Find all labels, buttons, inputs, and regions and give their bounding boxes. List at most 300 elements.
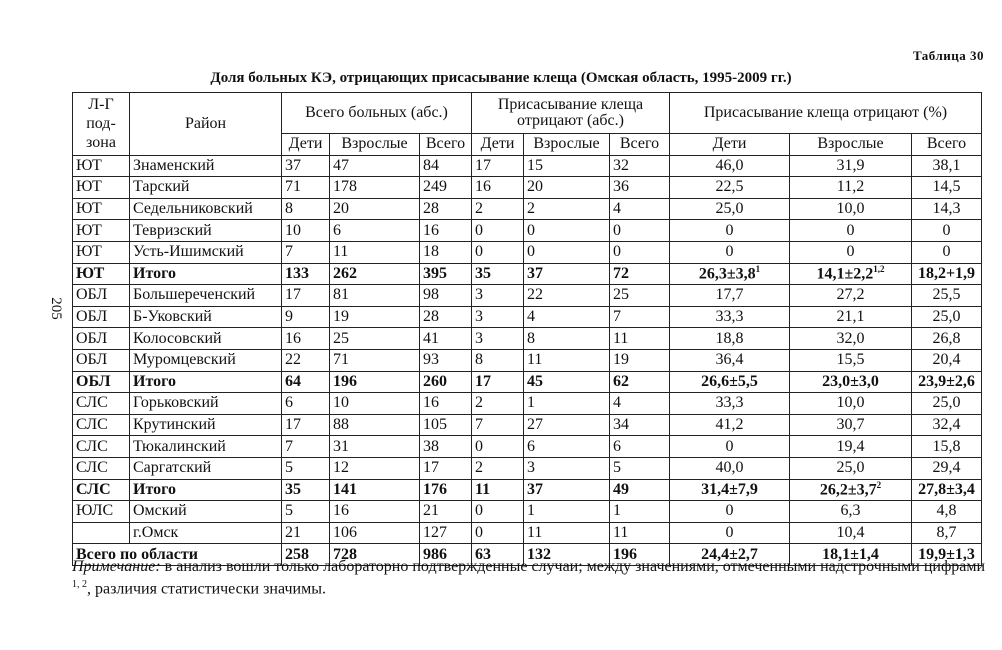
value-cell: [472, 349, 524, 371]
value-text: 84: [423, 156, 439, 174]
value-cell: [524, 479, 610, 501]
value-cell: [330, 414, 420, 436]
value-text: 18,1±1,4: [822, 545, 879, 563]
value-cell: [524, 457, 610, 479]
value-text: 45: [527, 372, 543, 390]
value-text: 986: [423, 545, 447, 563]
value-text: 0: [527, 243, 535, 261]
value-text: 0: [475, 243, 483, 261]
value-cell: [912, 393, 982, 415]
value-text: 6: [613, 437, 621, 455]
value-cell: [420, 155, 472, 177]
table-row: [73, 501, 982, 523]
value-cell: [472, 501, 524, 523]
value-text: 5: [285, 459, 293, 477]
value-text: 33,3: [715, 394, 744, 412]
value-text: 25: [333, 329, 349, 347]
value-cell: [420, 241, 472, 263]
value-text: 0: [846, 243, 855, 261]
value-cell: [912, 220, 982, 242]
value-text: 32: [613, 156, 629, 174]
value-cell: [790, 177, 912, 199]
district-cell: Крутинский: [130, 414, 282, 436]
value-cell: [282, 457, 330, 479]
value-text: 14,3: [932, 200, 961, 218]
table-number: Таблица 30: [912, 48, 984, 63]
value-cell: [472, 263, 524, 285]
value-cell: [610, 198, 670, 220]
value-text: 5: [285, 502, 293, 520]
value-text: 38,1: [932, 156, 961, 174]
zone-cell: СЛС: [73, 393, 130, 415]
value-cell: [912, 328, 982, 350]
value-text: 40,0: [715, 459, 744, 477]
note-text: в анализ вошли только лабораторно подтвержденные случаи; между значениями, отмеченными надстрочными цифрами: [160, 558, 986, 575]
value-cell: [670, 414, 790, 436]
value-cell: [282, 501, 330, 523]
value-text: 16: [285, 329, 301, 347]
value-text: 3: [475, 329, 483, 347]
value-cell: [610, 306, 670, 328]
value-cell: [420, 479, 472, 501]
value-text: 98: [423, 286, 439, 304]
value-cell: [472, 479, 524, 501]
value-cell: [670, 241, 790, 263]
value-text: 4: [613, 394, 621, 412]
table-note: [72, 557, 992, 600]
value-cell: [282, 198, 330, 220]
value-cell: [790, 479, 912, 501]
value-cell: [670, 263, 790, 285]
value-text: 16: [333, 502, 349, 520]
note-superscript: 1, 2: [72, 578, 87, 590]
value-text: 63: [475, 545, 491, 563]
value-text: 11: [613, 523, 629, 541]
value-cell: [610, 177, 670, 199]
table-row: [73, 306, 982, 328]
table-row: [73, 177, 982, 199]
header-deny-abs: Присасывание клеща отрицают (абс.): [472, 93, 670, 134]
value-text: 0: [475, 221, 483, 239]
value-text: 72: [613, 264, 629, 282]
value-cell: [524, 241, 610, 263]
value-cell: [610, 371, 670, 393]
value-text: 0: [942, 221, 951, 239]
value-text: 132: [527, 545, 551, 563]
value-cell: [524, 328, 610, 350]
value-cell: [790, 198, 912, 220]
value-text: 23,0±3,0: [822, 372, 879, 390]
value-cell: [670, 285, 790, 307]
value-superscript: 1: [755, 264, 761, 275]
header-deny-pct: Присасывание клеща отрицают (%): [670, 93, 982, 134]
value-text: 35: [475, 264, 491, 282]
value-text: 728: [333, 545, 357, 563]
value-text: 35: [285, 480, 301, 498]
value-cell: [790, 414, 912, 436]
value-text: 36,4: [715, 351, 744, 369]
value-text: 15,8: [932, 437, 961, 455]
value-cell: [790, 393, 912, 415]
value-cell: [670, 479, 790, 501]
value-cell: [790, 349, 912, 371]
value-text: 37: [527, 264, 543, 282]
data-table: [72, 92, 982, 566]
table-row: [73, 155, 982, 177]
value-cell: [330, 198, 420, 220]
value-text: 2: [475, 459, 483, 477]
value-cell: [524, 436, 610, 458]
zone-cell: ОБЛ: [73, 328, 130, 350]
value-cell: [472, 328, 524, 350]
value-text: 11,2: [836, 178, 865, 196]
header-children: Дети: [670, 134, 790, 156]
value-text: 7: [285, 243, 293, 261]
value-cell: [282, 414, 330, 436]
table-row: [73, 328, 982, 350]
note-text-end: , различия статистически значимы.: [87, 580, 326, 598]
value-text: 25,0: [836, 459, 865, 477]
value-text: 6: [527, 437, 535, 455]
value-text: 20: [527, 178, 543, 196]
value-text: 17: [475, 156, 491, 174]
value-text: 196: [613, 545, 637, 563]
value-cell: [330, 306, 420, 328]
value-cell: [524, 414, 610, 436]
value-text: 7: [613, 308, 621, 326]
value-cell: [524, 501, 610, 523]
zone-cell: ОБЛ: [73, 285, 130, 307]
value-text: 41: [423, 329, 439, 347]
value-cell: [420, 349, 472, 371]
value-cell: [420, 457, 472, 479]
table-row: [73, 241, 982, 263]
value-cell: [472, 371, 524, 393]
value-cell: [282, 522, 330, 544]
value-cell: [524, 306, 610, 328]
value-cell: [420, 328, 472, 350]
value-cell: [670, 177, 790, 199]
value-text: 20,4: [932, 351, 961, 369]
value-superscript: 1,2: [873, 264, 885, 275]
district-cell: Муромцевский: [130, 349, 282, 371]
value-text: 17: [285, 416, 301, 434]
value-cell: [330, 155, 420, 177]
header-adults: Взрослые: [330, 134, 420, 156]
value-text: 9: [285, 308, 293, 326]
value-text: 19,9±1,3: [918, 545, 975, 563]
value-text: 19: [613, 351, 629, 369]
value-text: 36: [613, 178, 629, 196]
value-text: 0: [725, 523, 734, 541]
value-text: 1: [527, 394, 535, 412]
zone-cell: СЛС: [73, 436, 130, 458]
value-cell: [282, 436, 330, 458]
value-text: 93: [423, 351, 439, 369]
value-cell: [524, 522, 610, 544]
value-cell: [330, 457, 420, 479]
value-text: 16: [475, 178, 491, 196]
zone-cell: [73, 522, 130, 544]
district-cell: Саргатский: [130, 457, 282, 479]
value-text: 21: [423, 502, 439, 520]
value-cell: [790, 241, 912, 263]
value-cell: [282, 155, 330, 177]
value-text: 14,1±2,2: [816, 265, 874, 283]
value-text: 3: [475, 286, 483, 304]
value-text: 46,0: [715, 156, 744, 174]
value-text: 19: [333, 308, 349, 326]
header-district: Район: [130, 93, 282, 156]
value-text: 25,0: [932, 394, 961, 412]
value-text: 21,1: [836, 308, 865, 326]
value-cell: [282, 479, 330, 501]
value-text: 25: [613, 286, 629, 304]
header-total: Всего: [420, 134, 472, 156]
value-text: 6: [333, 221, 341, 239]
value-cell: [472, 198, 524, 220]
header-adults: Взрослые: [790, 134, 912, 156]
zone-cell: ЮТ: [73, 241, 130, 263]
value-text: 17: [285, 286, 301, 304]
value-text: 258: [285, 545, 309, 563]
value-text: 8,7: [936, 523, 957, 541]
value-cell: [472, 522, 524, 544]
zone-cell: ОБЛ: [73, 349, 130, 371]
value-text: 27: [527, 416, 543, 434]
district-cell: Усть-Ишимский: [130, 241, 282, 263]
value-text: 8: [527, 329, 535, 347]
zone-cell: СЛС: [73, 414, 130, 436]
table-row: [73, 457, 982, 479]
value-cell: [472, 155, 524, 177]
value-cell: [912, 241, 982, 263]
value-cell: [472, 393, 524, 415]
zone-cell: ЮТ: [73, 155, 130, 177]
value-text: 29,4: [932, 459, 961, 477]
value-text: 88: [333, 416, 349, 434]
value-cell: [330, 436, 420, 458]
value-text: 0: [725, 437, 734, 455]
value-cell: [912, 155, 982, 177]
value-text: 395: [423, 264, 447, 282]
header-children: Дети: [282, 134, 330, 156]
value-cell: [790, 436, 912, 458]
value-text: 0: [725, 243, 734, 261]
value-cell: [912, 414, 982, 436]
value-text: 28: [423, 308, 439, 326]
value-text: 37: [285, 156, 301, 174]
value-text: 25,0: [715, 200, 744, 218]
table-row: [73, 479, 982, 501]
zone-cell: ЮТ: [73, 198, 130, 220]
value-cell: [790, 263, 912, 285]
zone-cell: ЮЛС: [73, 501, 130, 523]
value-text: 23,9±2,6: [918, 372, 975, 390]
value-cell: [610, 328, 670, 350]
value-text: 71: [285, 178, 301, 196]
value-text: 106: [333, 523, 357, 541]
value-cell: [524, 155, 610, 177]
value-text: 24,4±2,7: [701, 545, 758, 563]
value-text: 260: [423, 372, 447, 390]
value-cell: [420, 414, 472, 436]
value-cell: [790, 522, 912, 544]
value-cell: [912, 479, 982, 501]
value-text: 32,0: [836, 329, 865, 347]
district-cell: Большереченский: [130, 285, 282, 307]
value-cell: [912, 522, 982, 544]
value-cell: [330, 349, 420, 371]
value-cell: [330, 479, 420, 501]
value-text: 11: [613, 329, 629, 347]
value-cell: [420, 371, 472, 393]
zone-cell: ЮТ: [73, 263, 130, 285]
value-text: 38: [423, 437, 439, 455]
value-text: 0: [846, 221, 855, 239]
value-cell: [420, 220, 472, 242]
value-cell: [282, 393, 330, 415]
value-text: 26,2±3,7: [819, 481, 877, 499]
value-text: 11: [333, 243, 349, 261]
value-superscript: 2: [876, 480, 882, 491]
value-text: 22: [527, 286, 543, 304]
value-cell: [670, 436, 790, 458]
value-cell: [524, 371, 610, 393]
value-text: 21: [285, 523, 301, 541]
value-text: 47: [333, 156, 349, 174]
value-cell: [472, 414, 524, 436]
value-cell: [524, 220, 610, 242]
value-text: 18: [423, 243, 439, 261]
value-text: 7: [475, 416, 483, 434]
value-cell: [912, 349, 982, 371]
value-text: 141: [333, 480, 357, 498]
value-text: 0: [725, 502, 734, 520]
value-cell: [282, 177, 330, 199]
zone-cell: СЛС: [73, 479, 130, 501]
value-text: 3: [527, 459, 535, 477]
value-text: 6: [285, 394, 293, 412]
value-cell: [282, 328, 330, 350]
value-text: 30,7: [836, 416, 865, 434]
value-text: 1: [613, 502, 621, 520]
value-cell: [670, 371, 790, 393]
value-text: 249: [423, 178, 447, 196]
value-text: 25,0: [932, 308, 961, 326]
district-cell: Итого: [130, 371, 282, 393]
value-text: 27,2: [836, 286, 865, 304]
value-text: 31,4±7,9: [701, 480, 758, 498]
zone-cell: ЮТ: [73, 177, 130, 199]
value-text: 11: [527, 351, 543, 369]
value-text: 49: [613, 480, 629, 498]
value-text: 1: [527, 502, 535, 520]
value-text: 262: [333, 264, 357, 282]
value-text: 4,8: [936, 502, 957, 520]
row-label: Всего по области: [73, 544, 282, 566]
value-cell: [330, 241, 420, 263]
value-text: 127: [423, 523, 447, 541]
district-cell: Тарский: [130, 177, 282, 199]
value-cell: [420, 393, 472, 415]
value-text: 27,8±3,4: [918, 480, 975, 498]
value-text: 18,8: [715, 329, 744, 347]
value-cell: [282, 220, 330, 242]
value-text: 28: [423, 200, 439, 218]
value-text: 2: [475, 394, 483, 412]
value-cell: [670, 349, 790, 371]
value-text: 7: [285, 437, 293, 455]
value-cell: [790, 220, 912, 242]
value-cell: [330, 501, 420, 523]
value-cell: [282, 349, 330, 371]
value-cell: [912, 436, 982, 458]
value-cell: [420, 198, 472, 220]
value-cell: [912, 501, 982, 523]
value-cell: [912, 198, 982, 220]
value-text: 10,0: [836, 200, 865, 218]
value-text: 22: [285, 351, 301, 369]
value-cell: [420, 436, 472, 458]
value-cell: [524, 393, 610, 415]
value-text: 37: [527, 480, 543, 498]
header-total: Всего: [912, 134, 982, 156]
value-cell: [330, 285, 420, 307]
value-text: 22,5: [715, 178, 744, 196]
value-cell: [670, 393, 790, 415]
value-cell: [524, 198, 610, 220]
value-text: 19,4: [836, 437, 865, 455]
value-text: 0: [527, 221, 535, 239]
zone-cell: ЮТ: [73, 220, 130, 242]
value-cell: [472, 306, 524, 328]
value-cell: [282, 371, 330, 393]
value-cell: [610, 479, 670, 501]
value-text: 33,3: [715, 308, 744, 326]
table-row: [73, 371, 982, 393]
district-cell: Седельниковский: [130, 198, 282, 220]
value-cell: [472, 436, 524, 458]
value-text: 14,5: [932, 178, 961, 196]
value-cell: [610, 155, 670, 177]
value-cell: [524, 285, 610, 307]
value-text: 10: [285, 221, 301, 239]
header-children: Дети: [472, 134, 524, 156]
value-cell: [610, 501, 670, 523]
page-number: 205: [47, 297, 64, 320]
value-cell: [610, 220, 670, 242]
value-cell: [912, 457, 982, 479]
value-cell: [330, 263, 420, 285]
value-cell: [790, 328, 912, 350]
value-cell: [420, 501, 472, 523]
value-cell: [610, 241, 670, 263]
district-cell: Горьковский: [130, 393, 282, 415]
zone-cell: ОБЛ: [73, 306, 130, 328]
value-cell: [472, 285, 524, 307]
value-cell: [790, 457, 912, 479]
value-cell: [912, 371, 982, 393]
value-text: 12: [333, 459, 349, 477]
district-cell: Б-Уковский: [130, 306, 282, 328]
value-cell: [670, 306, 790, 328]
value-cell: [330, 393, 420, 415]
note-label: Примечание:: [72, 558, 161, 575]
value-cell: [282, 241, 330, 263]
value-cell: [912, 285, 982, 307]
value-text: 10: [333, 394, 349, 412]
